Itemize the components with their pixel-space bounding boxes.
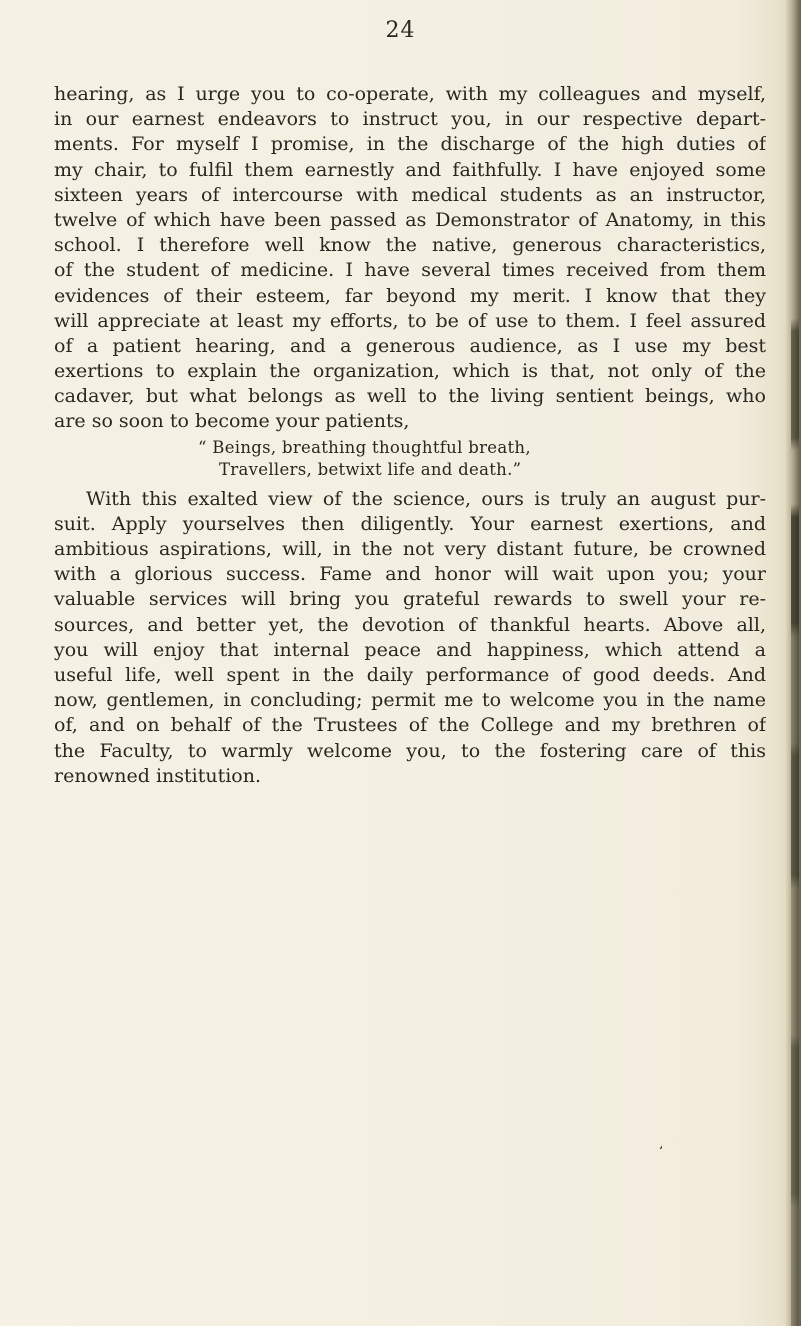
text-line: With this exalted view of the science, ours is truly an august pur- [86, 487, 766, 510]
text-line: with a glorious success. Fame and honor will wait upon you; your [54, 563, 766, 586]
text-line: ments. For myself I promise, in the discharge of the high duties of [54, 133, 766, 156]
verse-quotation [54, 437, 766, 481]
text-line: hearing, as I urge you to co-operate, with my colleagues and myself, [54, 83, 766, 105]
text-line: school. I therefore well know the native, generous characteristics, [54, 234, 766, 257]
text-line: renowned institution. [54, 764, 262, 787]
text-line: of a patient hearing, and a generous audience, as I use my best [54, 334, 766, 357]
text-line: are so soon to become your patients, [54, 410, 410, 433]
text-line: of the student of medicine. I have several times received from them [54, 259, 766, 282]
text-line: now, gentlemen, in concluding; permit me to welcome you in the name [54, 689, 766, 712]
binding-edge-marks [791, 0, 799, 1326]
text-line: my chair, to fulfil them earnestly and faithfully. I have enjoyed some [54, 158, 766, 181]
text-line: the Faculty, to warmly welcome you, to the fostering care of this [54, 739, 766, 762]
ink-speck [658, 1144, 662, 1149]
text-line: ambitious aspirations, will, in the not very distant future, be crowned [54, 538, 766, 560]
paragraph-exalted-view [54, 487, 766, 789]
text-line: you will enjoy that internal peace and happiness, which attend a [54, 638, 766, 661]
text-line: in our earnest endeavors to instruct you, in our respective depart- [54, 108, 766, 131]
text-line: valuable services will bring you grateful rewards to swell your re- [54, 588, 766, 611]
text-line: useful life, well spent in the daily performance of good deeds. And [54, 663, 766, 686]
text-line: exertions to explain the organization, which is that, not only of the [54, 360, 766, 383]
text-line: will appreciate at least my efforts, to be of use to them. I feel assured [54, 309, 766, 332]
text-line: cadaver, but what belongs as well to the living sentient beings, who [54, 385, 766, 408]
paragraph-hearing [54, 82, 766, 435]
quote-line: Travellers, betwixt life and death.” [219, 459, 522, 479]
quote-line: “ Beings, breathing thoughtful breath, [198, 437, 531, 457]
page-number: 24 [385, 18, 416, 43]
text-line: sources, and better yet, the devotion of thankful hearts. Above all, [54, 613, 766, 636]
text-line: suit. Apply yourselves then diligently. Your earnest exertions, and [54, 512, 766, 535]
text-line: evidences of their esteem, far beyond my merit. I know that they [54, 284, 766, 307]
text-line: of, and on behalf of the Trustees of the College and my brethren of [54, 714, 766, 737]
body-text [54, 82, 766, 789]
text-line: sixteen years of intercourse with medical students as an instructor, [54, 183, 766, 206]
text-line: twelve of which have been passed as Demonstrator of Anatomy, in this [54, 208, 766, 231]
